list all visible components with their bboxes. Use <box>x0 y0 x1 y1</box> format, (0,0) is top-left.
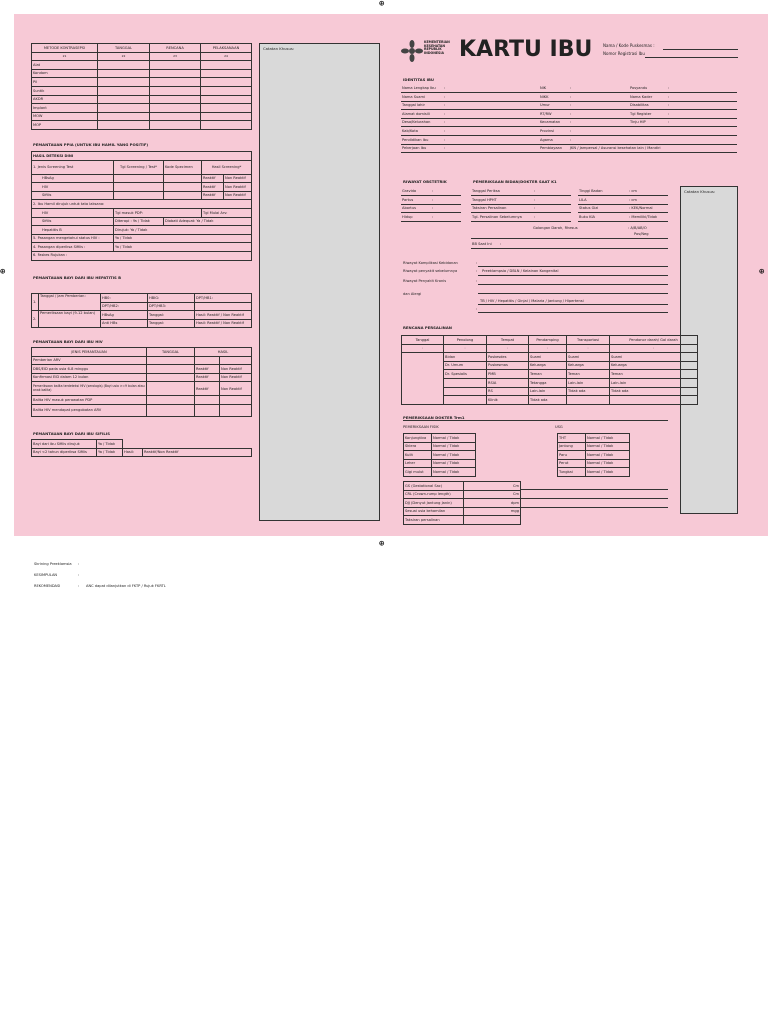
kb-method: Implant <box>32 104 98 113</box>
usg-val: Normal / Tidak <box>586 442 630 451</box>
rencana-cell: Tidak ada <box>567 387 610 396</box>
ppia-pasangan-sifilis-val: Ya / Tidak <box>114 243 252 252</box>
table-row <box>32 356 252 365</box>
usg-unit <box>464 516 521 525</box>
k1-value: : cm <box>628 187 668 196</box>
hivb-title: PEMANTAUAN BAYI DARI IBU HIV <box>33 339 103 344</box>
hivb-res-a: Reaktif <box>195 373 220 382</box>
hivb-res-a: Reaktif <box>195 382 220 396</box>
usg-measure-table <box>403 481 521 525</box>
k1-label: Taksiran Persalinan <box>471 204 533 213</box>
ppia-head: Hasil Screening* <box>202 160 252 174</box>
usg-measure: Sesuai usia kehamilan <box>404 507 464 516</box>
ppia-sifilis: Sifilis <box>32 217 114 226</box>
id-label: NIK <box>539 84 569 93</box>
table-row <box>32 183 252 192</box>
riw-sebelumnya-val: Preeklampsia / DBLN / Kelainan Kongenital <box>482 269 559 273</box>
hep-tanggal: Tanggal: <box>148 319 195 328</box>
k1-label: Buku KIA <box>578 213 628 222</box>
kb-code: 21 <box>32 52 98 61</box>
riw-kronis: Riwayat Penyakit Kronis <box>403 279 447 283</box>
kb-head-exec: PELAKSANAAN <box>201 44 252 53</box>
kb-method: Kondom <box>32 69 98 78</box>
obs-label: Abortus <box>401 204 431 213</box>
identitas-table: Nama Lengkap Ibu : NIK : Posyandu : Nama Suami : NIKK : Nama Kader : Tanggal lahir : Umur : Disabilitas : Alamat domisili : RT/RW : Tgl Register : Desa/Kelurahan : Kecamatan : Tinju HIP : Kab/Kota : Provinsi : Pendidikan Ibu : Agama : Pekerjaan Ibu : Pembiayaan JKN / Jampersal / Asuransi kesehatan lain / Mandiri <box>401 84 737 153</box>
hep-num: 2. <box>32 311 39 328</box>
fisik-val: Normal / Tidak <box>432 459 476 468</box>
hep-hbsag: HBsAg <box>101 311 148 320</box>
rencana-cell: Suami <box>610 353 698 362</box>
table-row <box>32 121 252 130</box>
ppia-hiv-pdp: Tgl masuk PDP: <box>114 208 202 217</box>
rencana-cell: Dr. Umum <box>444 361 487 370</box>
usg-val: Normal / Tidak <box>586 468 630 477</box>
kb-head-method: METODE KONTRASEPSI <box>32 44 98 53</box>
usg-unit: Cm <box>464 490 521 499</box>
bb-colon: : <box>500 242 502 246</box>
rencana-cell: Keluarga <box>610 361 698 370</box>
sifb-title: PEMANTAUAN BAYI DARI IBU SIFILIS <box>33 431 110 436</box>
table-row <box>402 361 698 370</box>
hivb-res-b: Non Reaktif <box>220 373 252 382</box>
hivb-res-b: Non Reaktif <box>220 365 252 374</box>
periksa-table-right <box>578 187 668 222</box>
hep-bayi: Pemeriksaan bayi (9-12 bulan) <box>39 311 101 328</box>
id-label: Kecamatan <box>539 118 569 127</box>
usg-measure: GS (Gestational Sac) <box>404 482 464 491</box>
usg-unit: Cm <box>464 482 521 491</box>
table-row <box>32 382 252 396</box>
fisik-item: Gigi mulut <box>404 468 432 477</box>
k1-value: : cm <box>628 196 668 205</box>
rencana-cell: Keluarga <box>529 361 567 370</box>
k1-label: Tgl. Persalinan Sebelumnya <box>471 213 533 222</box>
hep-table <box>31 293 252 328</box>
catatan-khusus-box-left[interactable] <box>259 43 380 521</box>
id-label: Umur <box>539 101 569 110</box>
bb-label: BB Saat Ini <box>472 242 492 246</box>
id-label: NIKK <box>539 93 569 102</box>
usg-line <box>520 507 668 508</box>
hep-dpt3: DPT/HB3: <box>148 302 195 311</box>
kb-head-plan: RENCANA <box>150 44 201 53</box>
bb-line <box>471 248 668 249</box>
usg-table <box>557 433 630 477</box>
id-label: Agama <box>539 136 569 145</box>
registration-mark-left: ⊕ <box>0 267 6 277</box>
nama-puskesmas-line <box>663 49 738 50</box>
hep-antihbs: Anti HBs <box>101 319 148 328</box>
rencana-head: Pendamping <box>529 336 567 345</box>
hivb-res-b: Non Reaktif <box>220 382 252 396</box>
riw-sebelumnya: Riwayat penyakit sebelumnya <box>403 269 458 273</box>
id-label: Provinsi <box>539 127 569 136</box>
table-row <box>402 370 698 379</box>
ppia-hasil-label: HASIL DETEKSI DINI <box>32 152 252 161</box>
gol-darah-label: Golongan Darah, Rhesus <box>533 226 578 230</box>
ppia-head: Kode Specimen <box>164 160 202 174</box>
ppia-referral: 2. Ibu Hamil dirujuk untuk tata laksana: <box>32 200 252 209</box>
usg-item: THT <box>558 434 586 443</box>
usg-item: Perut <box>558 459 586 468</box>
table-row <box>32 365 252 374</box>
rencana-cell: Poskesdes <box>487 353 529 362</box>
hivb-item: Konfirmasi EID dalam 12 bulan <box>32 373 147 382</box>
rencana-cell: RS <box>487 387 529 396</box>
sifb-hasil-val: Reaktif/Non Reaktif <box>143 448 252 457</box>
table-row <box>402 353 698 362</box>
kemenkes-logo-icon <box>401 40 423 62</box>
ppia-head: Tgl Screening / Test* <box>114 160 164 174</box>
usg-item: Paru <box>558 451 586 460</box>
sifb-rujuk: Bayi dari ibu Sifilis dirujuk <box>32 440 97 449</box>
rencana-table: Tanggal Penolong Tempat Pendamping Transportasi Pendonor darah/ Gol darah : : : : : : Bidan Poskesdes Suami Suami Suami Dr. Umum Puskesmas Keluarga Keluarga Keluarga Dr. Spesialis PMB Teman Teman Teman RSIA Tetangga Lain-lain Lain-lain RS Lain-lain Tidak ada Tidak ada Klinik Tidak ada <box>401 335 698 405</box>
screen-a: Reaktif <box>202 183 224 192</box>
riw-kronis-line <box>478 284 668 285</box>
kesimpulan-label: KESIMPULAN <box>34 573 58 577</box>
table-row <box>32 78 252 87</box>
sifb-hasil: Hasil: <box>123 448 143 457</box>
rencana-title: RENCANA PERSALINAN <box>403 325 452 330</box>
hivb-item: DBS/EID pada usia 6-8 minggu <box>32 365 147 374</box>
rencana-head: Tempat <box>487 336 529 345</box>
hep-dpt1: DPT/HB1: <box>195 294 252 303</box>
rencana-cell: Lain-lain <box>529 387 567 396</box>
fisik-item: Kulit <box>404 451 432 460</box>
hep-num: 1. <box>32 294 39 311</box>
rencana-head: Transportasi <box>567 336 610 345</box>
rencana-cell: RSIA <box>487 378 529 387</box>
rekomendasi-value: ANC dapat dilanjutkan di FKTP / Rujuk FKRTL <box>86 584 166 588</box>
table-row <box>402 396 698 405</box>
hep-hbig: HBIG: <box>148 294 195 303</box>
obs-label: Partus <box>401 196 431 205</box>
k1-label: Tanggal HPHT <box>471 196 533 205</box>
nama-puskesmas-label: Nama / Kode Puskesmas : <box>603 43 655 48</box>
fisik-item: Konjungtiva <box>404 434 432 443</box>
id-label: Disabilitas <box>629 101 667 110</box>
kb-method: Suntik <box>32 86 98 95</box>
kb-code: 24 <box>201 52 252 61</box>
screen-name: Sifilis <box>32 191 114 200</box>
fisik-val: Normal / Tidak <box>432 442 476 451</box>
kb-table <box>31 43 252 130</box>
table-row <box>32 86 252 95</box>
registration-mark-top: ⊕ <box>379 0 385 9</box>
obs-label: Hidup <box>401 213 431 222</box>
usg-item: Tungkai <box>558 468 586 477</box>
hep-tanggal: Tanggal: <box>148 311 195 320</box>
colon: : <box>476 269 478 273</box>
table-row <box>32 112 252 121</box>
ppia-hiv-arv: Tgl Mulai Arv: <box>202 208 252 217</box>
rencana-cell: Klinik <box>487 396 529 405</box>
fisik-val: Normal / Tidak <box>432 434 476 443</box>
fisik-label: PEMERIKSAAN FISIK <box>403 425 439 429</box>
kb-code: 22 <box>98 52 150 61</box>
kb-head-date: TANGGAL <box>98 44 150 53</box>
usg-line <box>520 489 668 490</box>
ppia-pasangan-sifilis: 4. Pasangan diperiksa Sifilis : <box>32 243 114 252</box>
rencana-head: Pendonor darah/ Gol darah <box>610 336 698 345</box>
usg-label: USG <box>555 425 563 429</box>
fisik-item: Leher <box>404 459 432 468</box>
hivb-res-b <box>220 356 252 365</box>
rencana-cell: Lain-lain <box>610 378 698 387</box>
riw-alergi-line <box>478 293 668 294</box>
rencana-cell: Dr. Spesialis <box>444 370 487 379</box>
catatan-label: Catatan Khusus: <box>684 189 716 194</box>
skrining-label: Skrining Preeklamsia <box>34 562 72 566</box>
usg-measure: Taksiran persalinan <box>404 516 464 525</box>
rencana-cell: Teman <box>529 370 567 379</box>
colon: : <box>78 573 80 577</box>
hivb-head: HASIL <box>195 348 252 357</box>
rencana-cell: Suami <box>529 353 567 362</box>
ppia-title: PEMANTAUAN PPIA (UNTUK IBU HAMIL YANG POSITIF) <box>33 142 149 147</box>
rencana-cell: Lain-lain <box>567 378 610 387</box>
id-label: Desa/Kelurahan <box>401 118 443 127</box>
rencana-cell: Suami <box>567 353 610 362</box>
usg-line <box>520 498 668 499</box>
hivb-res-a <box>195 396 220 405</box>
riw-komplikasi: Riwayat Komplikasi Kebidanan <box>403 261 458 265</box>
dokter-title: PEMERIKSAAN DOKTER Trm1 <box>403 415 465 420</box>
rekomendasi-label: REKOMENDASI <box>34 584 61 588</box>
riwayat-table: Gravida : Partus : Abortus : Hidup : <box>401 187 461 222</box>
riw-line <box>478 304 668 305</box>
periksa-title: PEMERIKSAAN BIDAN/DOKTER SAAT K1 <box>473 179 557 184</box>
rhesus-value: Pos/Neg <box>634 232 649 236</box>
noreg-label: Nomor Registrasi Ibu <box>603 51 645 56</box>
rencana-cell: Keluarga <box>567 361 610 370</box>
colon: : <box>476 261 478 265</box>
fisik-item: Sklera <box>404 442 432 451</box>
hivb-item: Balita HIV mendapat pengobatan ARV <box>32 404 147 416</box>
ppia-hepatitis-rujuk: Dirujuk: Ya / Tidak <box>114 226 252 235</box>
colon: : <box>78 562 80 566</box>
rencana-head: Tanggal <box>402 336 444 345</box>
usg-unit: mgg <box>464 507 521 516</box>
usg-unit: dpm <box>464 499 521 508</box>
hep-hb0: HB0: <box>101 294 148 303</box>
table-row <box>32 396 252 405</box>
hep-tgl: Tanggal / Jam Pemberian: <box>39 294 101 311</box>
logo-text: KEMENTERIAN KESEHATAN REPUBLIK INDONESIA <box>424 40 450 55</box>
registration-mark-right: ⊕ <box>759 267 765 277</box>
usg-val: Normal / Tidak <box>586 451 630 460</box>
id-label: Tinju HIP <box>629 118 667 127</box>
id-label: Pekerjaan Ibu <box>401 144 443 153</box>
screen-a: Reaktif <box>202 174 224 183</box>
rencana-head: Penolong <box>444 336 487 345</box>
riwayat-title: RIWAYAT OBSTETRIK <box>403 179 447 184</box>
sifb-table <box>31 439 252 457</box>
table-row <box>32 104 252 113</box>
ppia-pasangan-hiv: 5. Pasangan mengetahui status HIV : <box>32 234 114 243</box>
sifb-periksa-val: Ya / Tidak <box>97 448 123 457</box>
hep-hasil: Hasil: Reaktif / Non Reaktif <box>195 311 252 320</box>
rencana-cell: Tetangga <box>529 378 567 387</box>
registration-mark-middle: ⊕ <box>379 539 385 549</box>
rencana-cell: Tidak ada <box>610 387 698 396</box>
ppia-table <box>31 151 252 261</box>
id-label: RT/RW <box>539 110 569 119</box>
table-row <box>402 387 698 396</box>
k1-label: Tinggi Badan <box>578 187 628 196</box>
colon: : <box>476 307 478 311</box>
fisik-val: Normal / Tidak <box>432 468 476 477</box>
hivb-res-b <box>220 396 252 405</box>
hivb-res-a <box>195 356 220 365</box>
noreg-line <box>645 57 738 58</box>
hep-title: PEMANTAUAN BAYI DARI IBU HEPATITIS B <box>33 275 122 280</box>
obs-label: Gravida <box>401 187 431 196</box>
hivb-table <box>31 347 252 417</box>
kb-method: MOW <box>32 112 98 121</box>
table-row <box>402 378 698 387</box>
table-row <box>32 61 252 70</box>
usg-val: Normal / Tidak <box>586 459 630 468</box>
kb-method: MOP <box>32 121 98 130</box>
identitas-title: IDENTITAS IBU <box>403 77 435 82</box>
id-label: Nama Lengkap Ibu <box>401 84 443 93</box>
usg-measure: CRL (Crown-rump length) <box>404 490 464 499</box>
usg-item: Jantung <box>558 442 586 451</box>
ppia-hepatitis: Hepatitis B <box>32 226 114 235</box>
hivb-item: Pemeriksaan balita terdeteksi HIV (serologis) (Bayi usia >=9 bulan atau anak balita) <box>32 382 147 396</box>
riw-komplikasi-line <box>478 266 668 267</box>
ppia-sifilis-terapi: Diterapi : Ya / Tidak <box>114 217 164 226</box>
ppia-faskes: 6. Faskes Rujukan : <box>32 251 252 260</box>
screen-b: Non Reaktif <box>224 183 252 192</box>
id-label: Tanggal lahir <box>401 101 443 110</box>
id-label: Alamat domisili <box>401 110 443 119</box>
rencana-cell: Teman <box>610 370 698 379</box>
k1-value: : Memiliki/Tidak <box>628 213 668 222</box>
hivb-res-a <box>195 404 220 416</box>
k1-value: : KEK/Normal <box>628 204 668 213</box>
colon: : <box>476 279 478 283</box>
hivb-item: Pemberian ARV <box>32 356 147 365</box>
id-label: Pembiayaan <box>539 144 569 153</box>
id-label: Kab/Kota <box>401 127 443 136</box>
screen-b: Non Reaktif <box>224 191 252 200</box>
kb-method: Alat <box>32 61 98 70</box>
page-title: KARTU IBU <box>459 37 593 62</box>
sifb-periksa: Bayi <2 tahun diperiksa Sifilis <box>32 448 97 457</box>
kb-method: Pil <box>32 78 98 87</box>
usg-val: Normal / Tidak <box>586 434 630 443</box>
sifb-rujuk-val: Ya / Tidak <box>97 440 123 449</box>
riw-sebelumnya-line <box>478 275 668 276</box>
id-label: Pendidikan Ibu <box>401 136 443 145</box>
riw-kronis-val: TB / HIV / Hepatitis / Ginjal / Malaria / Jantung / Hipertensi <box>480 299 584 303</box>
k1-label: LILA <box>578 196 628 205</box>
rencana-cell: Teman <box>567 370 610 379</box>
hivb-head: JENIS PEMANTAUAN <box>32 348 147 357</box>
riw-line <box>478 312 668 313</box>
hep-dpt2: DPT/HB2: <box>101 302 148 311</box>
ppia-sifilis-adequat: Diobati Adequat: Ya / Tidak <box>164 217 252 226</box>
fisik-val: Normal / Tidak <box>432 451 476 460</box>
screen-a: Reaktif <box>202 191 224 200</box>
ppia-head: 1. Jenis Screening Test <box>32 160 114 174</box>
hivb-res-a: Reaktif <box>195 365 220 374</box>
usg-measure: DJJ (Denyut Jantung Janin) <box>404 499 464 508</box>
riw-alergi: dan Alergi <box>403 292 422 296</box>
table-row <box>32 373 252 382</box>
screen-name: HBsAg <box>32 174 114 183</box>
hivb-head: TANGGAL <box>147 348 195 357</box>
hivb-res-b <box>220 404 252 416</box>
screen-name: HIV <box>32 183 114 192</box>
fisik-table <box>403 433 476 477</box>
id-label: Nama Suami <box>401 93 443 102</box>
table-row <box>32 174 252 183</box>
rencana-cell: Tidak ada <box>529 396 567 405</box>
screen-b: Non Reaktif <box>224 174 252 183</box>
hivb-item: Balita HIV masuk perawatan PDP <box>32 396 147 405</box>
id-label: Nama Kader <box>629 93 667 102</box>
id-biaya: JKN / Jampersal / Asuransi kesehatan lain / Mandiri <box>569 144 737 153</box>
id-label: Posyandu <box>629 84 667 93</box>
rencana-cell: PMB <box>487 370 529 379</box>
table-row <box>32 69 252 78</box>
catatan-label: Catatan Khusus: <box>263 46 295 51</box>
rencana-cell: Bidan <box>444 353 487 362</box>
hep-hasil: Hasil: Reaktif / Non Reaktif <box>195 319 252 328</box>
bb-line-top <box>471 238 668 239</box>
kb-code: 23 <box>150 52 201 61</box>
table-row <box>32 95 252 104</box>
id-label: Tgl Register <box>629 110 667 119</box>
table-row <box>32 191 252 200</box>
k1-label: Status Gizi <box>578 204 628 213</box>
rencana-cell: Puskesmas <box>487 361 529 370</box>
k1-label: Tanggal Periksa <box>471 187 533 196</box>
kb-method: AKDR <box>32 95 98 104</box>
periksa-table-left: Tanggal Periksa : Tanggal HPHT : Taksiran Persalinan : Tgl. Persalinan Sebelumnya : <box>471 187 571 222</box>
colon: : <box>78 584 80 588</box>
ppia-hiv: HIV <box>32 208 114 217</box>
gol-darah-value: : A/B/AB/O <box>628 226 647 230</box>
ppia-pasangan-hiv-val: Ya / Tidak <box>114 234 252 243</box>
table-row <box>32 404 252 416</box>
